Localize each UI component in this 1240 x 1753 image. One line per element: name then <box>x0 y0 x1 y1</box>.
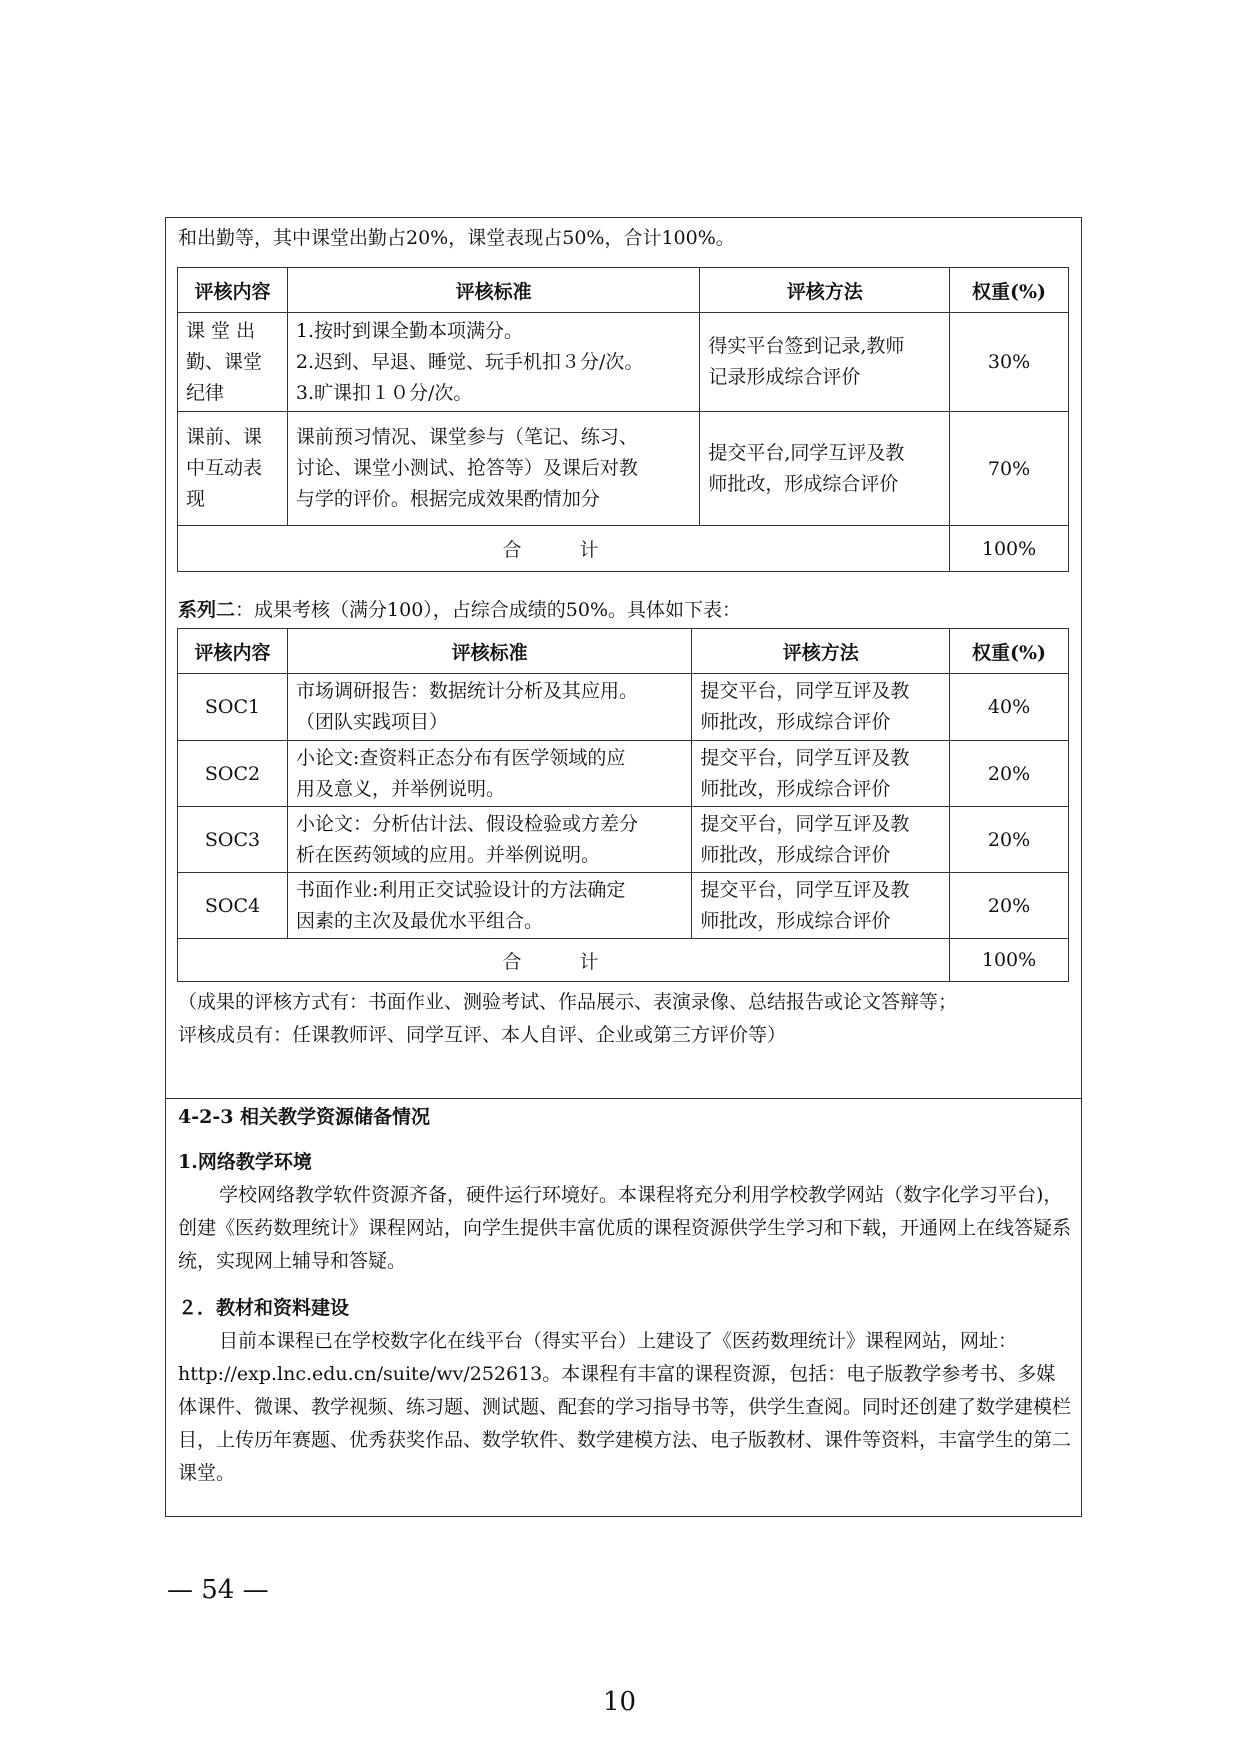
table1-header: 权重(%) <box>950 268 1069 313</box>
table-row <box>178 741 1069 807</box>
section-divider <box>166 1098 1081 1099</box>
section-title: 4-2-3 相关教学资源储备情况 <box>178 1106 431 1128</box>
table-row <box>178 674 1069 741</box>
assessment-table-1 <box>177 267 1069 572</box>
cell-weight: 20% <box>950 873 1069 939</box>
table2-header: 权重(%) <box>950 629 1069 674</box>
cell-content: SOC1 <box>178 674 288 741</box>
cell-method: 得实平台签到记录,教师 记录形成综合评价 <box>700 313 950 412</box>
total-label: 合 计 <box>178 526 950 572</box>
table2-header: 评核标准 <box>287 629 691 674</box>
note-line-2: 评核成员有：任课教师评、同学互评、本人自评、企业或第三方评价等） <box>178 1024 787 1046</box>
series2-text: ：成果考核（满分100），占综合成绩的50%。具体如下表： <box>235 599 742 621</box>
cell-content: 课 堂 出 勤、课堂 纪律 <box>178 313 288 412</box>
page-number-outer: 10 <box>603 1687 637 1717</box>
cell-content: 课前、课 中互动表 现 <box>178 412 288 526</box>
paragraph-network: 学校网络教学软件资源齐备，硬件运行环境好。本课程将充分利用学校教学网站（数字化学习平台)，创建《医药数理统计》课程网站，向学生提供丰富优质的课程资源供学生学习和下载，开通网上在线答疑系统，实现网上辅导和答疑。 <box>178 1184 1072 1272</box>
cell-method: 提交平台，同学互评及教 师批改，形成综合评价 <box>692 674 950 741</box>
table-row <box>178 313 1069 412</box>
table-row <box>178 807 1069 873</box>
cell-weight: 70% <box>950 412 1069 526</box>
table1-header-row <box>178 268 1069 313</box>
cell-standard: 1.按时到课全勤本项满分。 2.迟到、早退、睡觉、玩手机扣３分/次。 3.旷课扣１０分/次。 <box>287 313 699 412</box>
cell-weight: 40% <box>950 674 1069 741</box>
cell-weight: 20% <box>950 741 1069 807</box>
cell-weight: 20% <box>950 807 1069 873</box>
cell-content: SOC4 <box>178 873 288 939</box>
table2-header-row <box>178 629 1069 674</box>
subsection-title-2: ２．教材和资料建设 <box>178 1297 350 1319</box>
table1-header: 评核内容 <box>178 268 288 313</box>
paragraph-materials: 目前本课程已在学校数字化在线平台（得实平台）上建设了《医药数理统计》课程网站，网址：http://exp.lnc.edu.cn/suite/wv/252613。本课程有丰富的课程资源，包括：电子版教学参考书、多媒体课件、微课、教学视频、练习题、测试题、配套的学习指导书等，供学生查阅。同时还创建了数学建模栏目，上传历年赛题、优秀获奖作品、数学软件、数学建模方法、电子版教材、课件等资料，丰富学生的第二课堂。 <box>178 1330 1072 1484</box>
cell-method: 提交平台，同学互评及教 师批改，形成综合评价 <box>692 741 950 807</box>
total-value: 100% <box>950 526 1069 572</box>
cell-method: 提交平台，同学互评及教 师批改，形成综合评价 <box>692 873 950 939</box>
table-row <box>178 873 1069 939</box>
table2-total-row <box>178 939 1069 982</box>
series2-label: 系列二 <box>178 599 236 621</box>
table-row <box>178 412 1069 526</box>
cell-content: SOC2 <box>178 741 288 807</box>
total-value: 100% <box>950 939 1069 982</box>
cell-method: 提交平台，同学互评及教 师批改，形成综合评价 <box>692 807 950 873</box>
table1-header: 评核标准 <box>287 268 699 313</box>
cell-weight: 30% <box>950 313 1069 412</box>
page-number-inner: — 54 — <box>167 1575 269 1605</box>
assessment-table-2 <box>177 628 1069 982</box>
cell-standard: 书面作业:利用正交试验设计的方法确定 因素的主次及最优水平组合。 <box>287 873 691 939</box>
cell-content: SOC3 <box>178 807 288 873</box>
intro-line: 和出勤等，其中课堂出勤占20%，课堂表现占50%，合计100%。 <box>178 227 735 249</box>
table1-header: 评核方法 <box>700 268 950 313</box>
cell-standard: 市场调研报告：数据统计分析及其应用。 （团队实践项目） <box>287 674 691 741</box>
note-line-1: （成果的评核方式有：书面作业、测验考试、作品展示、表演录像、总结报告或论文答辩等； <box>178 991 958 1013</box>
total-label: 合 计 <box>178 939 950 982</box>
cell-standard: 小论文:查资料正态分布有医学领域的应 用及意义，并举例说明。 <box>287 741 691 807</box>
subsection-title-1: 1.网络教学环境 <box>178 1151 312 1173</box>
table2-header: 评核内容 <box>178 629 288 674</box>
table1-total-row <box>178 526 1069 572</box>
table2-header: 评核方法 <box>692 629 950 674</box>
series2-line <box>178 594 741 627</box>
cell-method: 提交平台,同学互评及教 师批改，形成综合评价 <box>700 412 950 526</box>
cell-standard: 课前预习情况、课堂参与（笔记、练习、 讨论、课堂小测试、抢答等）及课后对教 与学的评价。根据完成效果酌情加分 <box>287 412 699 526</box>
cell-standard: 小论文：分析估计法、假设检验或方差分 析在医药领域的应用。并举例说明。 <box>287 807 691 873</box>
